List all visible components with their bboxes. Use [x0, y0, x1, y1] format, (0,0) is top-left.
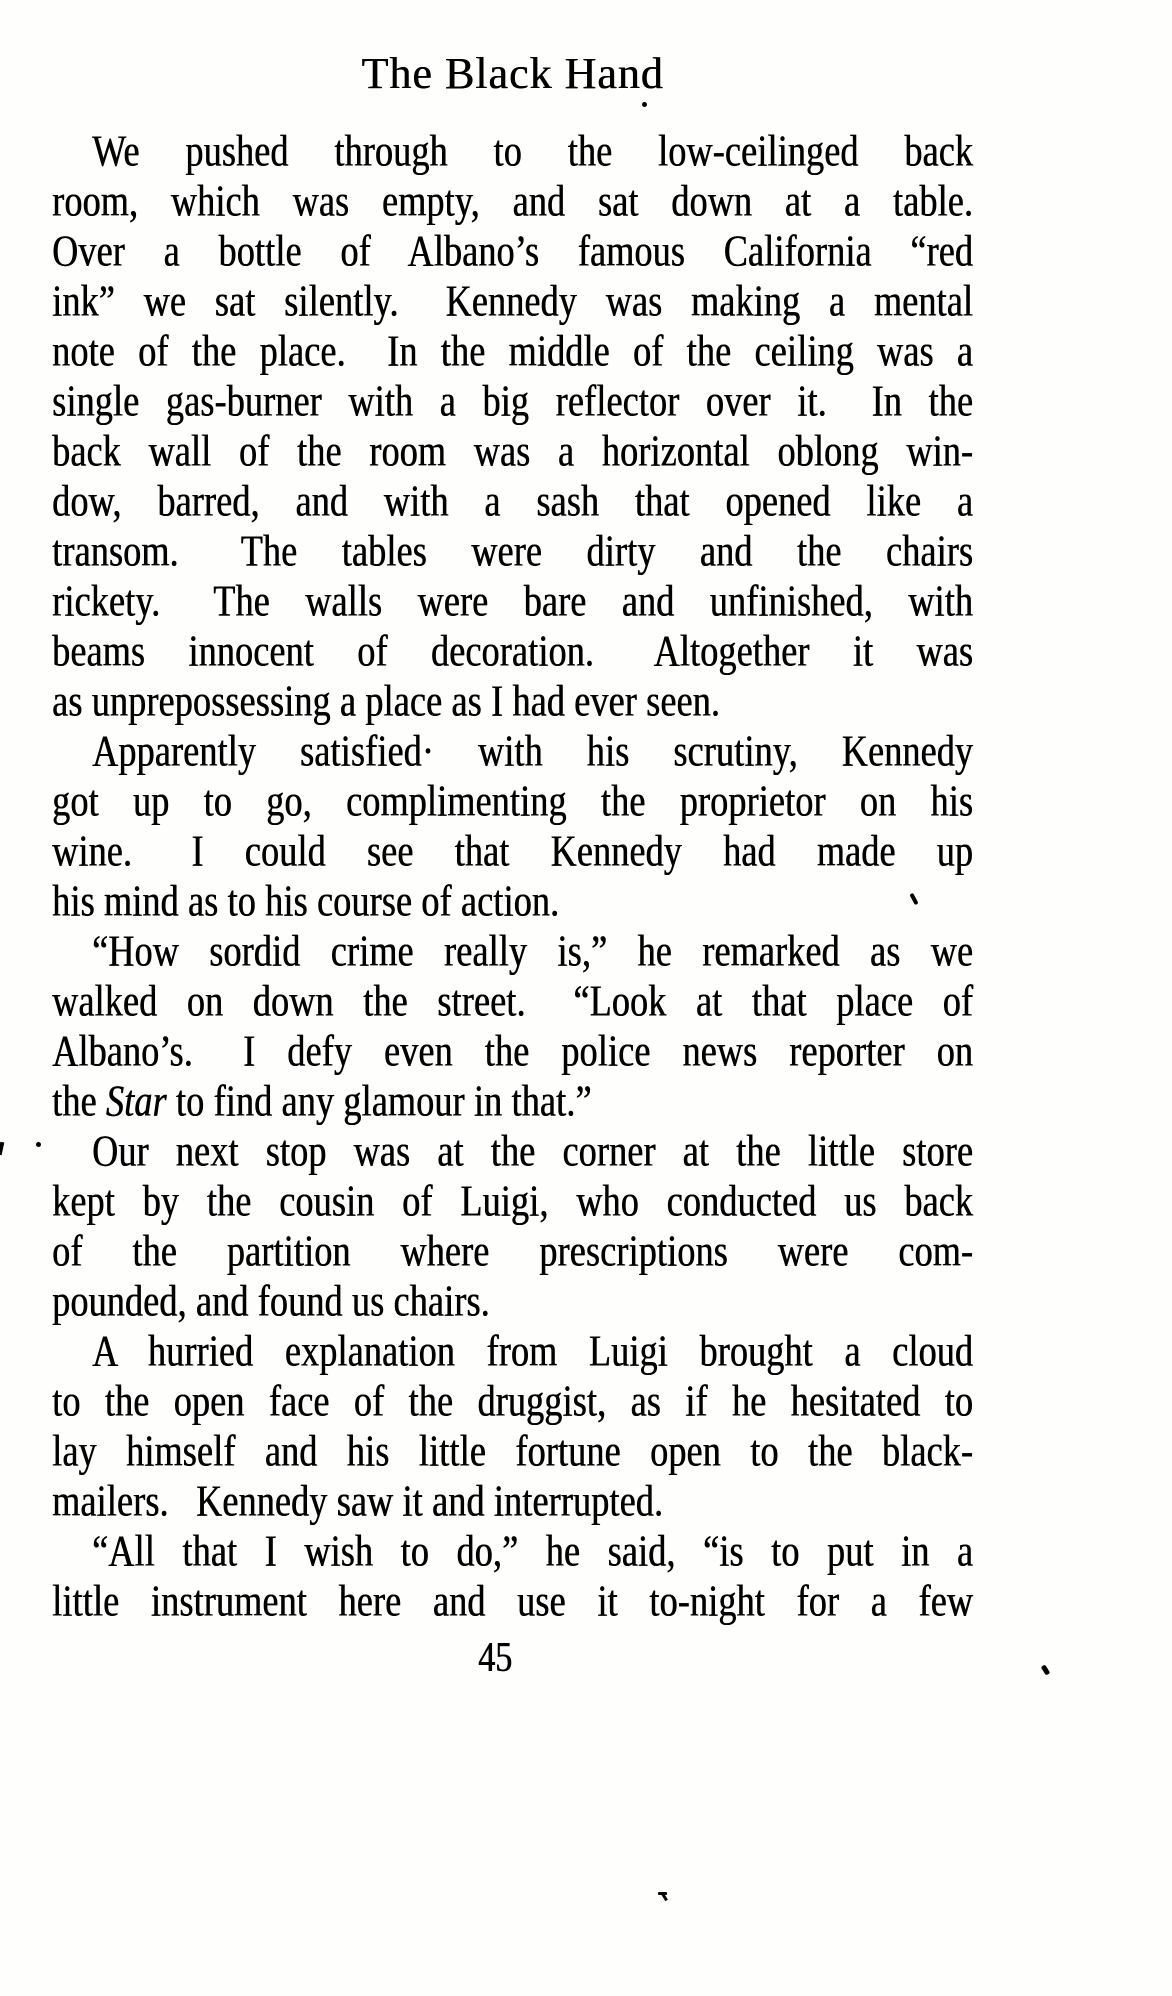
text-segment: pounded, and found us chairs.: [52, 1276, 490, 1326]
text-segment: to the open face of the druggist, as if he hesitated to: [52, 1376, 973, 1426]
italic-text-segment: Star: [105, 1076, 167, 1126]
text-segment: rickety. The walls were bare and unfinished, with: [52, 576, 973, 626]
text-segment: the: [52, 1076, 106, 1126]
text-segment: Over a bottle of Albano’s famous California “red: [52, 226, 973, 276]
text-segment: mailers. Kennedy saw it and interrupted.: [52, 1476, 664, 1526]
text-segment: “All that I wish to do,” he said, “is to put in a: [92, 1526, 973, 1576]
text-segment: lay himself and his little fortune open to the black-: [52, 1426, 973, 1476]
page-title: The Black Hand: [361, 49, 664, 98]
text-segment: Apparently satisfied· with his scrutiny, Kennedy: [92, 726, 973, 776]
text-segment: beams innocent of decoration. Altogether it was: [52, 626, 973, 676]
text-segment: “How sordid crime really is,” he remarked as we: [92, 926, 973, 976]
ink-speck-left-margin-dot: [36, 1142, 41, 1147]
ink-speck-left-edge: [0, 1142, 4, 1156]
text-segment: Our next stop was at the corner at the little store: [92, 1126, 973, 1176]
text-segment: to find any glamour in that.”: [166, 1076, 592, 1126]
text-segment: kept by the cousin of Luigi, who conducted us back: [52, 1176, 973, 1226]
text-segment: as unprepossessing a place as I had ever seen.: [52, 676, 720, 726]
text-segment: dow, barred, and with a sash that opened like a: [52, 476, 973, 526]
text-segment: room, which was empty, and sat down at a table.: [52, 176, 973, 226]
text-segment: got up to go, complimenting the proprietor on his: [52, 776, 973, 826]
text-segment: A hurried explanation from Luigi brought a cloud: [92, 1326, 973, 1376]
text-segment: We pushed through to the low-ceilinged back: [92, 126, 973, 176]
text-segment: Albano’s. I defy even the police news reporter on: [52, 1026, 973, 1076]
text-segment: wine. I could see that Kennedy had made up: [52, 826, 973, 876]
ink-speck-below-title: [642, 102, 647, 107]
text-segment: note of the place. In the middle of the ceiling was a: [52, 326, 973, 376]
text-segment: single gas-burner with a big reflector over it. In the: [52, 376, 973, 426]
ink-speck-near-page-number: [1041, 1664, 1051, 1675]
text-line: [52, 1570, 973, 1631]
text-segment: transom. The tables were dirty and the chairs: [52, 526, 973, 576]
text-segment: back wall of the room was a horizontal oblong win-: [52, 426, 973, 476]
page-number: 45: [478, 1634, 512, 1681]
text-segment: little instrument here and use it to-night for a few: [52, 1576, 973, 1626]
text-segment: ink” we sat silently. Kennedy was making a mental: [52, 276, 973, 326]
text-segment: his mind as to his course of action.: [52, 876, 560, 926]
text-segment: walked on down the street. “Look at that place of: [52, 976, 973, 1026]
text-segment: of the partition where prescriptions were com-: [52, 1226, 973, 1276]
